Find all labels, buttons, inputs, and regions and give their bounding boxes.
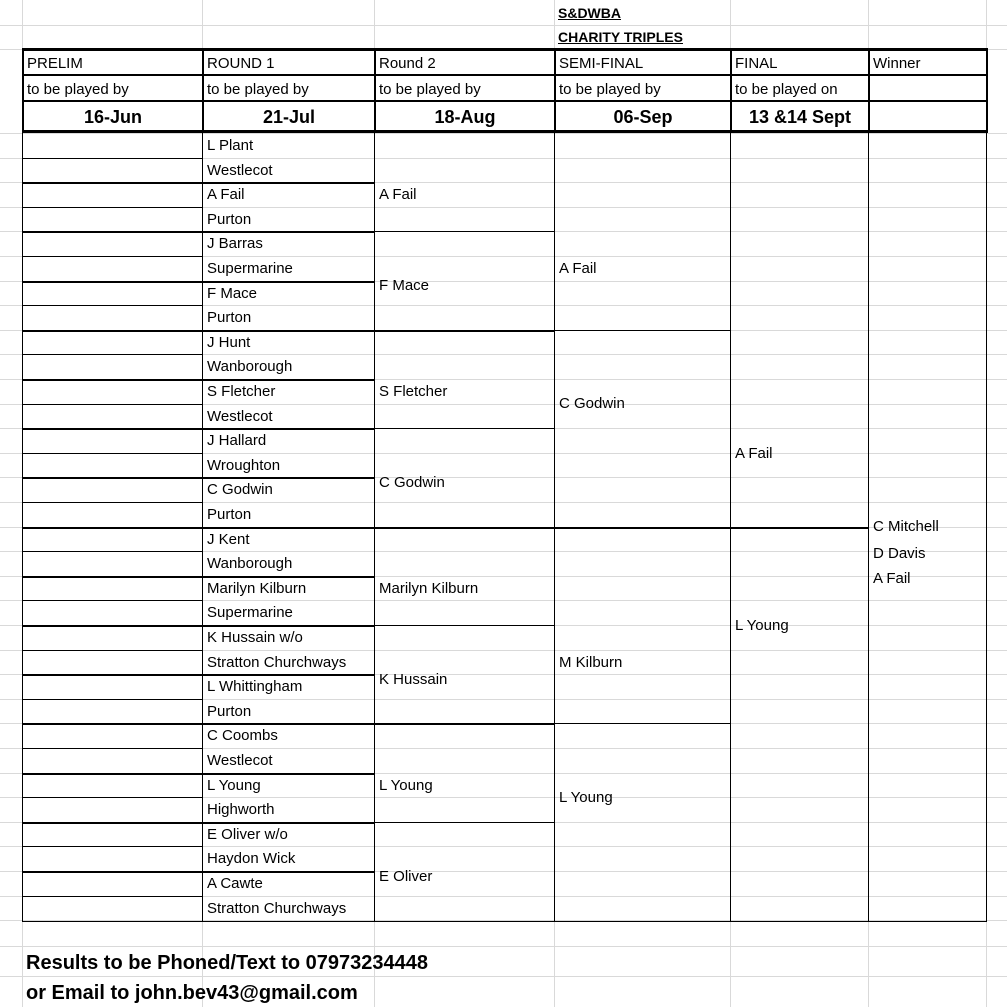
border-line xyxy=(22,477,202,479)
round1-entry: Purton xyxy=(207,309,252,326)
border-line xyxy=(22,921,987,922)
round1-entry: Westlecot xyxy=(207,162,273,179)
round-date-semi: 06-Sep xyxy=(613,107,673,127)
round-date-round1: 21-Jul xyxy=(262,107,316,127)
round-name-round2: Round 2 xyxy=(379,55,436,72)
border-line xyxy=(22,404,202,405)
round1-entry: J Barras xyxy=(207,235,263,252)
results-email-line: or Email to john.bev43@gmail.com xyxy=(26,982,358,1004)
round-name-round1: ROUND 1 xyxy=(207,55,275,72)
border-line xyxy=(22,600,202,601)
round1-entry: C Coombs xyxy=(207,727,278,744)
winner-entry: C Mitchell xyxy=(873,518,939,535)
round1-entry: J Hunt xyxy=(207,334,251,351)
round1-entry: J Kent xyxy=(207,531,250,548)
border-line xyxy=(730,48,732,133)
gridline xyxy=(0,133,1007,134)
round1-entry: Highworth xyxy=(207,801,275,818)
border-line xyxy=(22,871,202,873)
border-line xyxy=(202,822,374,824)
border-line xyxy=(202,625,374,627)
border-line xyxy=(22,748,202,749)
semi-final-entry: M Kilburn xyxy=(559,654,623,671)
border-line xyxy=(22,797,202,798)
round1-entry: K Hussain w/o xyxy=(207,629,303,646)
round-note-semi: to be played by xyxy=(559,81,661,98)
border-line xyxy=(22,354,202,355)
border-line xyxy=(22,576,202,578)
round1-entry: A Cawte xyxy=(207,875,263,892)
round1-entry: Wroughton xyxy=(207,457,281,474)
round2-entry: C Godwin xyxy=(379,474,445,491)
border-line xyxy=(22,130,987,133)
border-line xyxy=(22,379,202,381)
round1-entry: L Whittingham xyxy=(207,678,303,695)
round-date-prelim: 16-Jun xyxy=(83,107,143,127)
round1-entry: E Oliver w/o xyxy=(207,826,288,843)
round2-entry: A Fail xyxy=(379,186,417,203)
round-name-prelim: PRELIM xyxy=(27,55,83,72)
border-line xyxy=(202,871,374,873)
border-line xyxy=(202,428,374,430)
round1-entry: Supermarine xyxy=(207,604,293,621)
round1-entry: Supermarine xyxy=(207,260,293,277)
org-title: S&DWBA xyxy=(558,5,621,21)
border-line xyxy=(22,773,202,775)
round1-entry: J Hallard xyxy=(207,432,267,449)
border-line xyxy=(22,182,202,184)
border-line xyxy=(22,100,987,102)
border-line xyxy=(202,674,374,676)
border-line xyxy=(374,527,554,529)
border-line xyxy=(22,281,202,283)
border-line xyxy=(202,231,374,233)
border-line xyxy=(986,133,987,921)
border-line xyxy=(22,625,202,627)
round1-entry: S Fletcher xyxy=(207,383,276,400)
border-line xyxy=(22,305,202,306)
border-line xyxy=(22,896,202,897)
gridline xyxy=(0,946,1007,947)
round-note-round1: to be played by xyxy=(207,81,309,98)
round1-entry: Purton xyxy=(207,506,252,523)
round1-entry: Marilyn Kilburn xyxy=(207,580,307,597)
round2-entry: Marilyn Kilburn xyxy=(379,580,479,597)
border-line xyxy=(374,822,554,823)
round2-entry: E Oliver xyxy=(379,868,433,885)
border-line xyxy=(202,330,374,332)
round-note-final: to be played on xyxy=(735,81,838,98)
winner-entry: D Davis xyxy=(873,545,926,562)
round-note-prelim: to be played by xyxy=(27,81,129,98)
border-line xyxy=(22,846,202,847)
border-line xyxy=(730,527,868,529)
round1-entry: L Young xyxy=(207,777,261,794)
gridline xyxy=(0,976,1007,977)
round1-entry: Stratton Churchways xyxy=(207,900,347,917)
border-line xyxy=(22,723,202,725)
border-line xyxy=(202,281,374,283)
border-line xyxy=(374,231,554,232)
border-line xyxy=(202,576,374,578)
border-line xyxy=(22,74,987,76)
border-line xyxy=(22,207,202,208)
winner-entry: A Fail xyxy=(873,570,911,587)
round-name-semi: SEMI-FINAL xyxy=(559,55,644,72)
border-line xyxy=(374,330,554,332)
semi-final-entry: A Fail xyxy=(559,260,597,277)
border-line xyxy=(22,650,202,651)
border-line xyxy=(202,182,374,184)
border-line xyxy=(202,527,374,529)
round1-entry: Stratton Churchways xyxy=(207,654,347,671)
border-line xyxy=(554,527,730,529)
round-note-round2: to be played by xyxy=(379,81,481,98)
border-line xyxy=(22,48,24,133)
semi-final-entry: C Godwin xyxy=(559,395,625,412)
border-line xyxy=(22,502,202,503)
final-entry: A Fail xyxy=(735,445,773,462)
round1-entry: F Mace xyxy=(207,285,258,302)
border-line xyxy=(868,48,870,133)
border-line xyxy=(22,453,202,454)
round2-entry: K Hussain xyxy=(379,671,448,688)
round2-entry: L Young xyxy=(379,777,433,794)
border-line xyxy=(22,231,202,233)
round2-entry: S Fletcher xyxy=(379,383,448,400)
round2-entry: F Mace xyxy=(379,277,430,294)
border-line xyxy=(868,133,869,921)
border-line xyxy=(22,48,987,51)
border-line xyxy=(554,723,730,724)
border-line xyxy=(374,48,376,133)
round1-entry: Purton xyxy=(207,211,252,228)
results-phone-line: Results to be Phoned/Text to 07973234448 xyxy=(26,952,429,974)
border-line xyxy=(202,723,374,725)
border-line xyxy=(374,428,554,429)
border-line xyxy=(22,527,202,529)
round1-entry: L Plant xyxy=(207,137,254,154)
border-line xyxy=(22,330,202,332)
border-line xyxy=(554,48,556,133)
border-line xyxy=(202,773,374,775)
border-line xyxy=(22,674,202,676)
round1-entry: Westlecot xyxy=(207,752,273,769)
border-line xyxy=(986,48,988,133)
round1-entry: Haydon Wick xyxy=(207,850,296,867)
border-line xyxy=(554,330,730,331)
border-line xyxy=(374,625,554,626)
round-name-winner: Winner xyxy=(873,55,921,72)
border-line xyxy=(22,158,202,159)
round1-entry: C Godwin xyxy=(207,481,273,498)
border-line xyxy=(202,477,374,479)
border-line xyxy=(202,379,374,381)
round1-entry: A Fail xyxy=(207,186,245,203)
border-line xyxy=(202,48,204,133)
round1-entry: Wanborough xyxy=(207,358,293,375)
round-name-final: FINAL xyxy=(735,55,778,72)
round1-entry: Westlecot xyxy=(207,408,273,425)
border-line xyxy=(22,699,202,700)
round-date-final: 13 &14 Sept xyxy=(748,107,852,127)
round1-entry: Wanborough xyxy=(207,555,293,572)
round-date-round2: 18-Aug xyxy=(434,107,496,127)
final-entry: L Young xyxy=(735,617,789,634)
gridline xyxy=(0,25,1007,26)
border-line xyxy=(22,551,202,552)
round1-entry: Purton xyxy=(207,703,252,720)
semi-final-entry: L Young xyxy=(559,789,613,806)
border-line xyxy=(22,428,202,430)
border-line xyxy=(22,256,202,257)
border-line xyxy=(22,822,202,824)
competition-title: CHARITY TRIPLES xyxy=(558,29,683,45)
border-line xyxy=(374,723,554,725)
